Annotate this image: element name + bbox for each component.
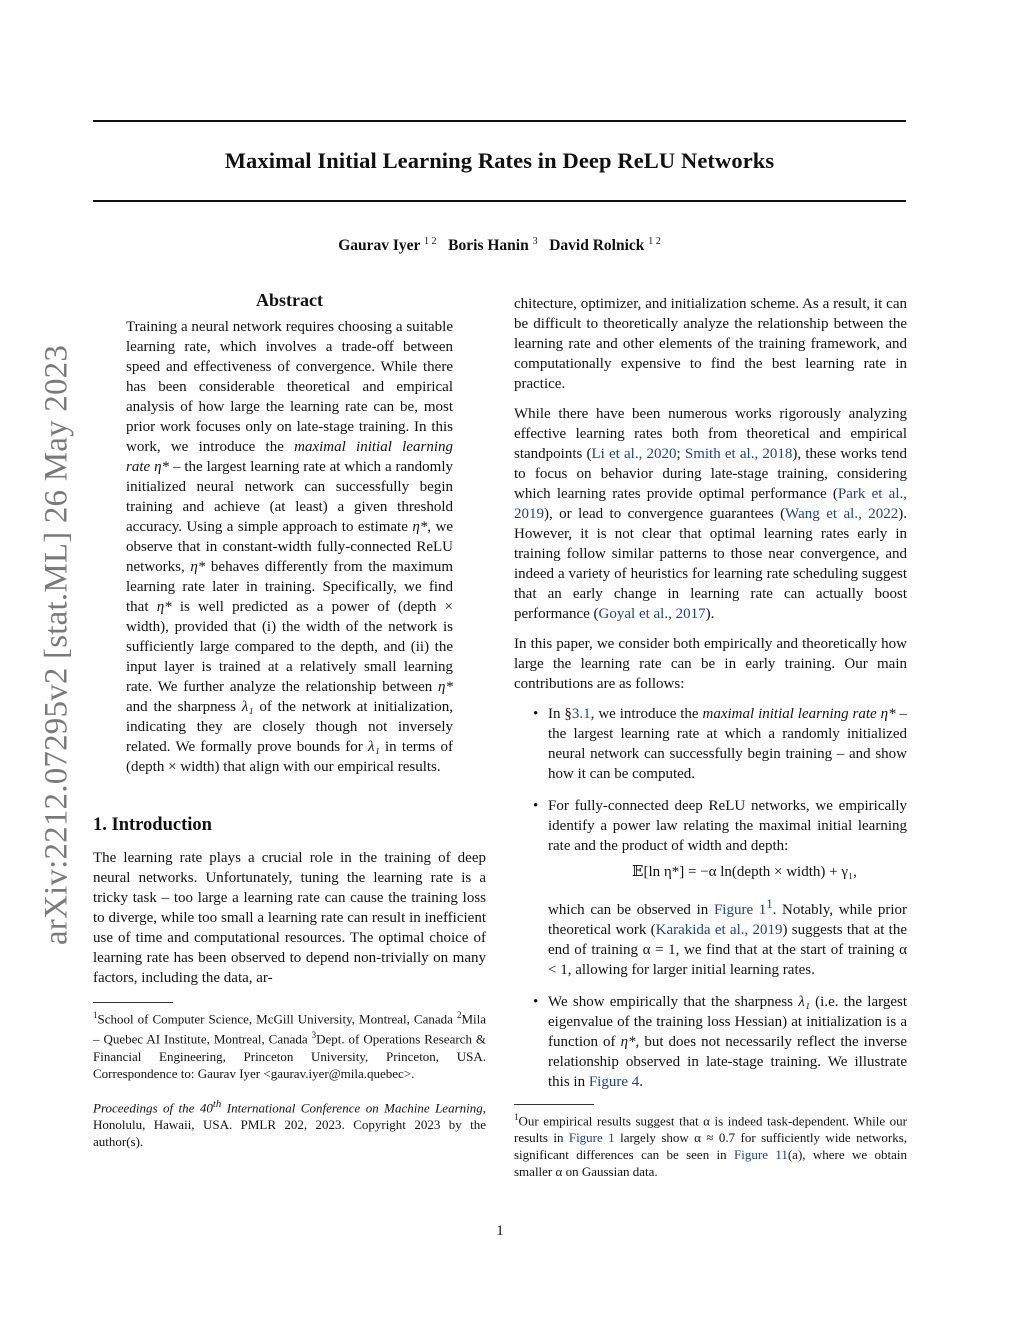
- intro-paragraph-continued: chitecture, optimizer, and initialization scheme. As a result, it can be difficult to theoretically analyze the relationship between the learning rate and other elements of the training framework, and computationally expensive to find the best learning rate in practice.: [514, 296, 907, 392]
- citation-link[interactable]: Smith et al., 2018: [684, 446, 793, 462]
- author-list: [93, 236, 906, 255]
- section-heading-introduction: 1. Introduction: [93, 815, 212, 835]
- list-item: • For fully-connected deep ReLU networks, we empirically identify a power law relating the maximal initial learning rate and the product of width and depth: 𝔼[ln η*] = −α ln(depth × width) + γ₁, which can be observed in Figure $1^1$. Notably, while prior theoretical work (Karakida et al., 2019) suggests that at the end of training α = 1, we find that at the start of training α < 1, allowing for larger initial learning rates.: [533, 798, 907, 978]
- list-item: • In §3.1, we introduce the maximal initial learning rate η* – the largest learning rate at which a randomly initialized neural network can successfully begin training – and show how it can be computed.: [533, 706, 908, 782]
- results-footnote: $^1$Our empirical results suggest that α is indeed task-dependent. While our results in Figure 1 largely show α ≈ 0.7 for sufficiently wide networks, significant differences can be seen in Figure 11(a), where we obtain smaller α on Gaussian data.: [514, 1112, 907, 1180]
- footnote-rule: [514, 1104, 594, 1105]
- contributions-intro: In this paper, we consider both empirically and theoretically how large the learning rate can be in early training. Our main contributions are as follows:: [514, 636, 907, 692]
- abstract-em: maximal initial learning rate: [126, 439, 453, 475]
- author-name: Boris Hanin: [448, 237, 529, 255]
- right-column: [514, 294, 907, 1190]
- author-name: David Rolnick: [549, 237, 645, 255]
- left-column: [93, 290, 486, 1150]
- footnote-rule: [93, 1002, 173, 1003]
- page-number: 1: [496, 1223, 504, 1239]
- figure-link[interactable]: Figure 1: [568, 1130, 615, 1146]
- author-affil: 3: [532, 236, 538, 247]
- contributions-list: [514, 704, 907, 1092]
- citation-link[interactable]: Li et al., 2020: [591, 446, 677, 462]
- author-affil: 1 2: [424, 236, 437, 247]
- citation-link[interactable]: Karakida et al., 2019: [655, 922, 783, 938]
- citation-link[interactable]: Park et al., 2019: [514, 486, 908, 522]
- title-top-rule: [93, 120, 906, 122]
- footnote-link[interactable]: 1: [766, 897, 773, 911]
- paper-title: Maximal Initial Learning Rates in Deep ReLU Networks: [224, 148, 775, 173]
- proceedings-notice: Proceedings of the 40th International Conference on Machine Learning, Honolulu, Hawaii, USA. PMLR 202, 2023. Copyright 2023 by the author(s).: [93, 1097, 486, 1149]
- abstract-text: Training a neural network requires choosing a suitable learning rate, which involves a trade-off between speed and effectiveness of convergence. While there has been considerable theoretical and empirical analysis of how large the learning rate can be, most prior work focuses only on late-stage training. In this work, we introduce the maximal initial learning rate η* – the largest learning rate at which a randomly initialized neural network can successfully begin training and achieve (at least) a given threshold accuracy. Using a simple approach to estimate η*, we observe that in constant-width fully-connected ReLU networks, η* behaves differently from the maximum learning rate later in training. Specifically, we find that η* is well predicted as a power of (depth × width), provided that (i) the width of the network is sufficiently large compared to the depth, and (ii) the input layer is trained at a relatively small learning rate. We further analyze the relationship between η* and the sharpness λ₁ of the network at initialization, indicating they are closely though not inversely related. We formally prove bounds for λ₁ in terms of (depth × width) that align with our empirical results.: [126, 319, 454, 775]
- arxiv-stamp: arXiv:2212.07295v2 [stat.ML] 26 May 2023: [38, 344, 75, 946]
- section-link[interactable]: 3.1: [571, 706, 591, 722]
- list-item: • We show empirically that the sharpness λ₁ (i.e. the largest eigenvalue of the training loss Hessian) at initialization is a function of η*, but does not necessarily reflect the inverse relationship observed in late-stage training. We illustrate this in Figure 4.: [533, 994, 908, 1090]
- citation-link[interactable]: Wang et al., 2022: [785, 506, 899, 522]
- figure-link[interactable]: Figure 4: [588, 1074, 640, 1090]
- related-work-paragraph: While there have been numerous works rigorously analyzing effective learning rates both from theoretical and empirical standpoints (Li et al., 2020; Smith et al., 2018), these works tend to focus on behavior during late-stage training, considering which learning rates provide optimal performance (Park et al., 2019), or lead to convergence guarantees (Wang et al., 2022). However, it is not clear that optimal learning rates early in training follow similar patterns to those near convergence, and indeed a variety of heuristics for learning rate scheduling suggest that an early change in learning rate can actually boost performance (Goyal et al., 2017).: [514, 406, 908, 622]
- citation-link[interactable]: Goyal et al., 2017: [598, 606, 706, 622]
- affiliation-footnote: $^1$School of Computer Science, McGill University, Montreal, Canada $^2$Mila – Quebec AI Institute, Montreal, Canada $^3$Dept. of Operations Research & Financial Engineering, Princeton University, Princeton, USA. Correspondence to: Gaurav Iyer <gaurav.iyer@mila.quebec>.: [93, 1010, 487, 1081]
- title-bottom-rule: [93, 200, 906, 202]
- intro-paragraph: The learning rate plays a crucial role in the training of deep neural networks. Unfortunately, tuning the learning rate is a tricky task – too large a learning rate can cause the training loss to diverge, while too small a learning rate can result in inefficient use of time and computational resources. The optimal choice of learning rate has been observed to depend non-trivially on many factors, including the data, ar-: [93, 850, 486, 986]
- author-name: Gaurav Iyer: [338, 237, 421, 255]
- power-law-equation: 𝔼[ln η*] = −α ln(depth × width) + γ₁,: [632, 864, 857, 880]
- figure-link[interactable]: Figure 11: [734, 1147, 788, 1163]
- figure-link[interactable]: Figure 1: [713, 902, 767, 918]
- abstract-heading: Abstract: [256, 290, 323, 310]
- author-affil: 1 2: [648, 236, 661, 247]
